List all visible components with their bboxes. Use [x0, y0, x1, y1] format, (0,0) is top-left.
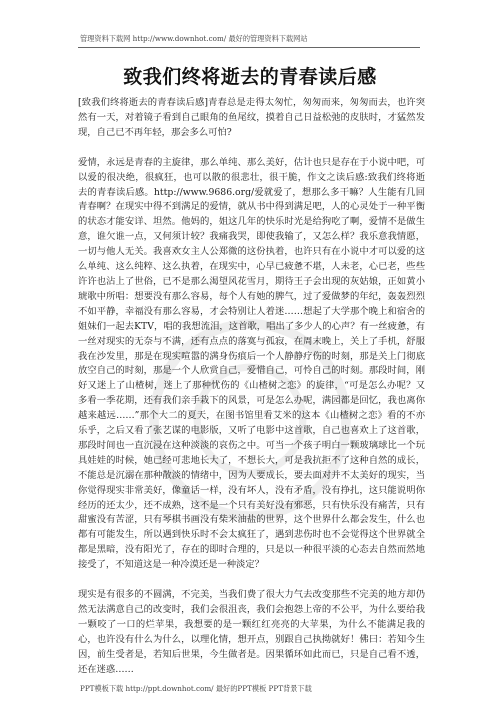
document-body [78, 96, 425, 678]
header-divider [78, 47, 420, 48]
page-header: 管理资料下载网 http://www.downhot.com/ 最好的管理资料下载网站 [80, 34, 308, 43]
paragraph-main: 爱情，永远是青春的主旋律，那么单纯、那么美好，估计也只是存在于小说中吧，可以爱的很决绝，很疯狂，也可以散的很悲壮，很干脆，作文之读后感:致我们终将逝去的青春读后感。http://www.9686.org/爱就爱了，想那么多干嘛？人生能有几回青春啊？在现实中得不到满足的爱情，就从书中得到满足吧，人的心灵处于一种平衡的状态才能安详、坦然。他妈的，姐这几年的快乐时光是给狗吃了啊，爱情不是做生意，谁欠谁一点，又何须计较？我痛我哭，即使我输了，又怎么样？我乐意我情愿，一切与他人无关。我喜欢女主人公郑微的这份执着，也许只有在小说中才可以爱的这么单纯、这么纯粹、这么执着，在现实中，心早已疲惫不堪，人未老，心已老，些些许许也沾上了世俗，已不是那么渴望风花雪月，期待王子会出现的灰姑娘，正如黄小琥歌中所唱：想要没有那么容易，每个人有她的脾气，过了爱做梦的年纪，轰轰烈烈不如平静，幸福没有那么容易，才会特别让人着迷……想起了大学那个晚上和宿舍的姐妹们一起去KTV，唱的我想流泪，这首歌，唱出了多少人的心声？有一丝疲惫，有一丝对现实的无奈与不满，还有点点的落寞与孤寂，在周末晚上，关上了手机，舒服我在沙发里，那是在现实喧嚣的满身伤痕后一个人静静疗伤的时刻，那是关上门彻底放空自己的时刻，那是一个人欣赏自己，爱惜自己，可怜自己的时刻。那段时间，刚好又迷上了山楂树，迷上了那种忧伤的《山楂树之恋》的旋律，“可是怎么办呢？又多看一季花期，还有我们亲手栽下的风景，可是怎么办呢，满园都是回忆，我也离你越来越远……”那个大二的夏天，在图书馆里看艾米的这本《山楂树之恋》看的不亦乐乎，之后又看了张艺谋的电影版，又听了电影中这首歌，自己也喜欢上了这首歌，那段时间也一直沉浸在这种淡淡的哀伤之中。可当一个孩子明白一颗玻璃球比一个玩具娃娃的时候，她已经可悲地长大了，不想长大，可是我抗拒不了这种自然的成长，不能总是沉溺在那种散淡的情绪中，因为人要成长，要去面对并不太美好的现实，当你觉得现实非常美好，像童话一样，没有坏人，没有矛盾，没有挣扎，这只能说明你经历的还太少，还不成熟，这不是一个只有美好没有邪恶，只有快乐没有痛苦，只有甜蜜没有苦涩，只有琴棋书画没有柴米油盐的世界，这个世界什么都会发生，什么也都有可能发生，所以遇到快乐时不会太疯狂了，遇到悲伤时也不会觉得这个世界就全都是黑暗，没有阳光了，存在的即时合理的，只是以一种很平淡的心态去自然而然地接受了，不知道这是一种冷漠还是一种淡定？ [78, 156, 425, 571]
paragraph-gap [78, 141, 425, 156]
paragraph-intro: [致我们终将逝去的青春读后感]青春总是走得太匆忙，匆匆而来，匆匆而去，也许突然有一天，对着镜子看到自己眼角的鱼尾纹，摸着自己日益松弛的皮肤时，才猛然发现，自己已不再年轻，那会多么可怕? [78, 97, 425, 138]
paragraph-conclusion: 现实是有很多的不圆满，不完美，当我们费了很大力气去改变那些不完美的地方却仍然无法满意自己的改变时，我们会很沮丧，我们会抱怨上帝的不公平，为什么要给我一颗咬了一口的烂苹果，我想要的是一颗红红亮亮的大苹果，为什么不能满足我的心，也许没有什么为什么，以理化情，想开点，别跟自己执拗就好！佛曰：若知今生因，前生受者是，若知后世果，今生做者是。因果循环如此而已，只是自己看不透，还在迷惑…… [78, 589, 425, 675]
paragraph-gap [78, 573, 425, 588]
document-title: 致我们终将逝去的青春读后感 [123, 66, 377, 88]
page-footer: PPT模板下载 http://ppt.downhot.com/ 最好的PPT模板 PPT背景下载 [80, 684, 312, 693]
